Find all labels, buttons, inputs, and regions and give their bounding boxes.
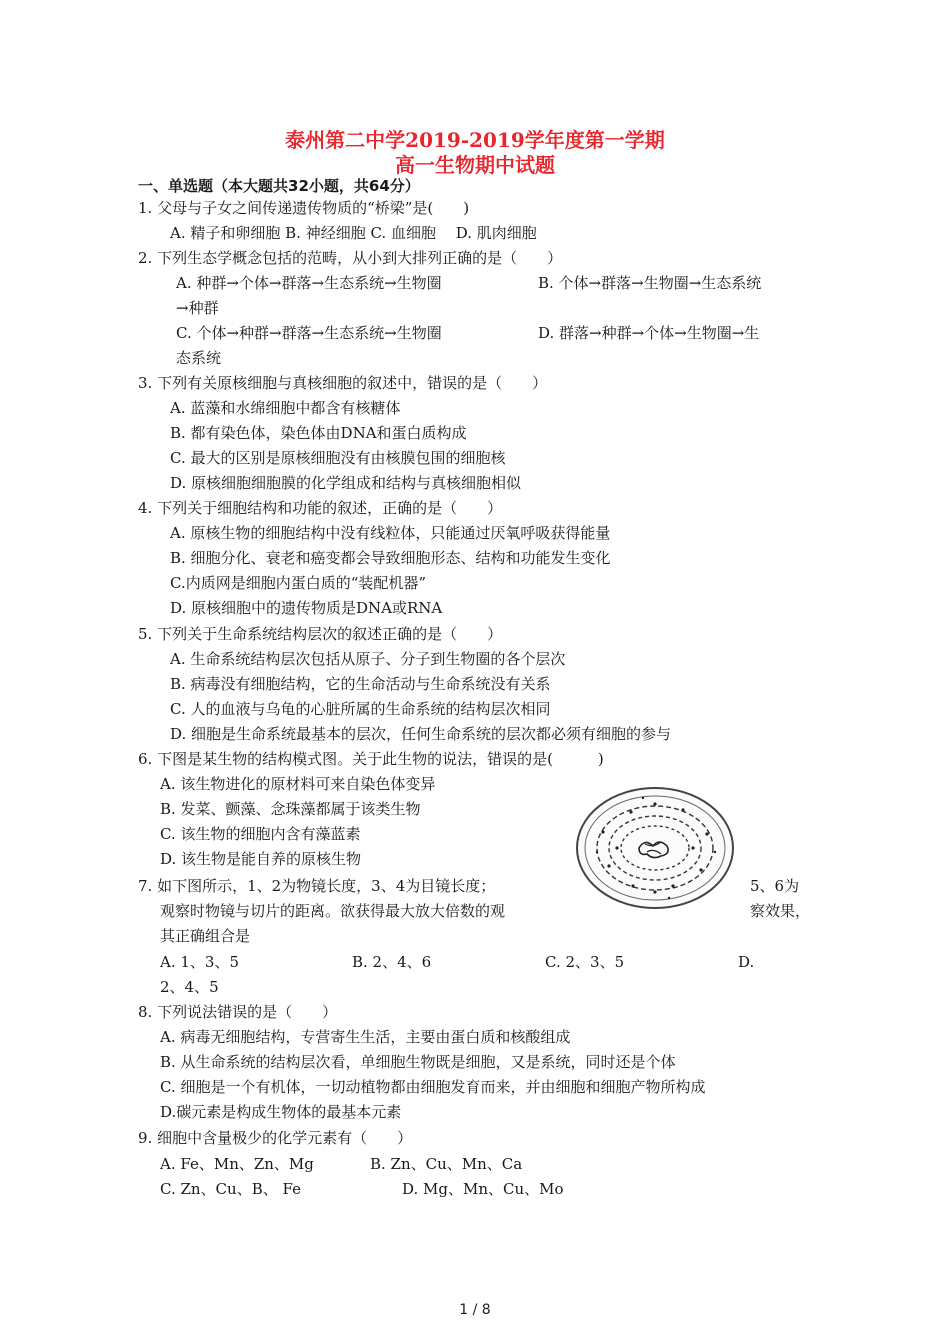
question-3: 3. 下列有关原核细胞与真核细胞的叙述中，错误的是（ ） — [138, 374, 548, 392]
cyanobacteria-cell-diagram-icon — [573, 782, 738, 912]
question-7-line-3: 其正确组合是 — [160, 927, 251, 945]
q2-option-b-cont: →种群 — [176, 299, 219, 317]
q4-option-b: B. 细胞分化、衰老和癌变都会导致细胞形态、结构和功能发生变化 — [170, 549, 611, 567]
q9-option-b: B. Zn、Cu、Mn、Ca — [370, 1155, 523, 1173]
question-2: 2. 下列生态学概念包括的范畴，从小到大排列正确的是（ ） — [138, 249, 563, 267]
q8-option-b: B. 从生命系统的结构层次看，单细胞生物既是细胞，又是系统，同时还是个体 — [160, 1053, 676, 1071]
page-number: 1 / 8 — [459, 1302, 491, 1318]
q7-option-d-cont: 2、4、5 — [160, 978, 219, 996]
q2-option-c: C. 个体→种群→群落→生态系统→生物圈 — [176, 324, 442, 342]
q5-option-c: C. 人的血液与乌龟的心脏所属的生命系统的结构层次相同 — [170, 700, 551, 718]
q5-option-a: A. 生命系统结构层次包括从原子、分子到生物圈的各个层次 — [170, 650, 566, 668]
title-line-2: 高一生物期中试题 — [395, 153, 555, 177]
q9-option-c: C. Zn、Cu、B、 Fe — [160, 1180, 301, 1198]
q2-option-b: B. 个体→群落→生物圈→生态系统 — [538, 274, 762, 292]
question-5: 5. 下列关于生命系统结构层次的叙述正确的是（ ） — [138, 625, 503, 643]
q4-option-c: C.内质网是细胞内蛋白质的“装配机器” — [170, 574, 427, 592]
q3-option-b: B. 都有染色体，染色体由DNA和蛋白质构成 — [170, 424, 467, 442]
q9-option-a: A. Fe、Mn、Zn、Mg — [160, 1155, 314, 1173]
question-8: 8. 下列说法错误的是（ ） — [138, 1003, 338, 1021]
question-7-line-2: 观察时物镜与切片的距离。欲获得最大放大倍数的观 — [160, 902, 506, 920]
question-9: 9. 细胞中含量极少的化学元素有（ ） — [138, 1129, 413, 1147]
section-heading: 一、单选题（本大题共32小题，共64分） — [138, 177, 420, 195]
q5-option-b: B. 病毒没有细胞结构，它的生命活动与生命系统没有关系 — [170, 675, 551, 693]
question-7-right: 5、6为 — [750, 877, 800, 895]
q4-option-a: A. 原核生物的细胞结构中没有线粒体，只能通过厌氧呼吸获得能量 — [170, 524, 611, 542]
q3-option-c: C. 最大的区别是原核细胞没有由核膜包围的细胞核 — [170, 449, 506, 467]
q7-option-a: A. 1、3、5 — [160, 953, 239, 971]
q7-option-d: D. — [738, 953, 755, 971]
question-1: 1. 父母与子女之间传递遗传物质的“桥梁”是( ) — [138, 199, 470, 217]
question-7-line-2-right: 察效果， — [750, 902, 811, 920]
question-6: 6. 下图是某生物的结构模式图。关于此生物的说法，错误的是( ) — [138, 750, 604, 768]
q2-option-a: A. 种群→个体→群落→生态系统→生物圈 — [176, 274, 442, 292]
title-line-1: 泰州第二中学2019-2019学年度第一学期 — [285, 128, 665, 152]
q8-option-d: D.碳元素是构成生物体的最基本元素 — [160, 1103, 402, 1121]
q9-option-d: D. Mg、Mn、Cu、Mo — [402, 1180, 564, 1198]
q2-option-d: D. 群落→种群→个体→生物圈→生 — [538, 324, 760, 342]
q6-option-b: B. 发菜、颤藻、念珠藻都属于该类生物 — [160, 800, 421, 818]
q1-options: A. 精子和卵细胞 B. 神经细胞 C. 血细胞 D. 肌肉细胞 — [170, 224, 537, 242]
q4-option-d: D. 原核细胞中的遗传物质是DNA或RNA — [170, 599, 443, 617]
q3-option-d: D. 原核细胞细胞膜的化学组成和结构与真核细胞相似 — [170, 474, 522, 492]
q5-option-d: D. 细胞是生命系统最基本的层次，任何生命系统的层次都必须有细胞的参与 — [170, 725, 672, 743]
q2-option-d-cont: 态系统 — [176, 349, 222, 367]
q6-option-a: A. 该生物进化的原材料可来自染色体变异 — [160, 775, 436, 793]
q7-option-c: C. 2、3、5 — [545, 953, 625, 971]
q6-option-c: C. 该生物的细胞内含有藻蓝素 — [160, 825, 361, 843]
question-7: 7. 如下图所示，1、2为物镜长度，3、4为目镜长度； — [138, 877, 496, 895]
q8-option-c: C. 细胞是一个有机体，一切动植物都由细胞发育而来，并由细胞和细胞产物所构成 — [160, 1078, 706, 1096]
q7-option-b: B. 2、4、6 — [352, 953, 432, 971]
q3-option-a: A. 蓝藻和水绵细胞中都含有核糖体 — [170, 399, 401, 417]
question-4: 4. 下列关于细胞结构和功能的叙述，正确的是（ ） — [138, 499, 503, 517]
q6-option-d: D. 该生物是能自养的原核生物 — [160, 850, 362, 868]
q8-option-a: A. 病毒无细胞结构，专营寄生生活，主要由蛋白质和核酸组成 — [160, 1028, 571, 1046]
